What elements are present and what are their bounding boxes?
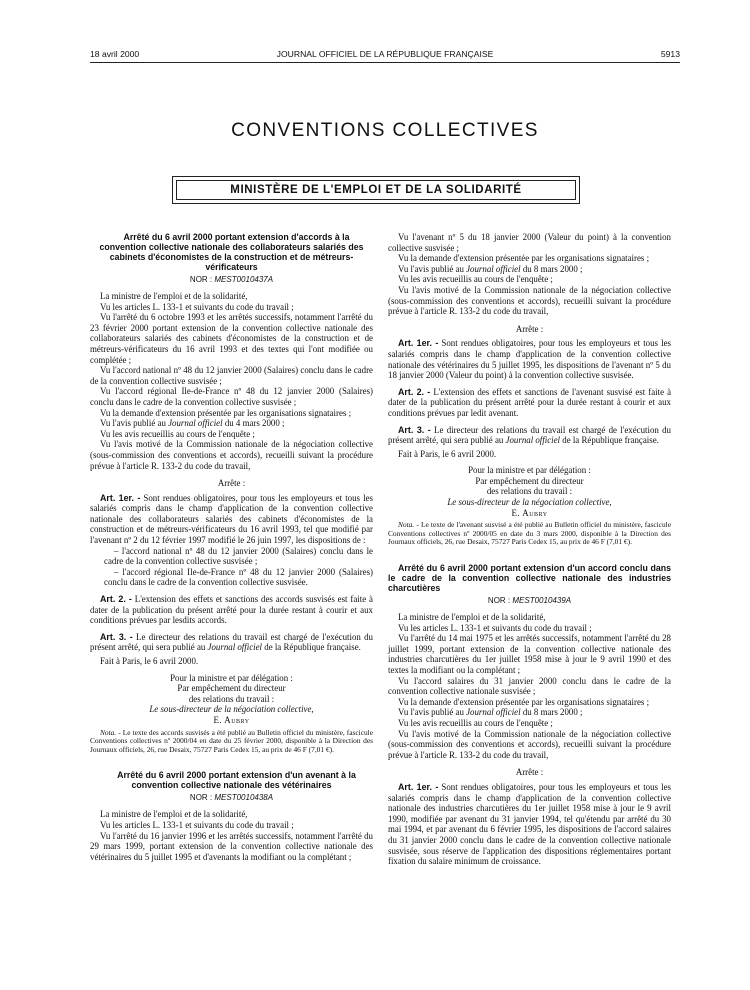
article-1: [90, 493, 373, 546]
article-label: Art. 1er. -: [398, 338, 439, 349]
signature-block: [90, 673, 373, 726]
signature-block: [388, 465, 671, 518]
text: Vu l'avis publié au: [398, 707, 467, 718]
header-journal-title: JOURNAL OFFICIEL DE LA RÉPUBLIQUE FRANÇAISE: [276, 49, 494, 59]
signature-line: Par empêchement du directeur: [177, 683, 286, 694]
signature-line: des relations du travail :: [486, 486, 573, 497]
header-date: 18 avril 2000: [90, 49, 140, 59]
article-text: Sont rendues obligatoires, pour tous les employeurs et tous les salariés compris dans le champ d'application de la convention collective nationale des industries charcutières du 1er juillet 1958 mise à jour le 9 avril 1990, modifiée par avenant du 31 janvier 1994, tel qu'étendu par arrêté du 30 mai 1994, et par avenant du 6 février 1995, les dispositions de l'accord salaires du 31 janvier 2000 conclu dans le cadre de la convention collective nationale susvisée, sous réserve de l'application des dispositions réglementaires portant fixation du salaire minimum de croissance.: [388, 781, 671, 867]
journal-ref: Journal officiel: [505, 435, 561, 446]
article-label: Art. 2. -: [100, 594, 132, 605]
article-2: [388, 387, 671, 419]
text: du 4 mars 2000 ;: [222, 418, 285, 429]
text: Vu l'avis publié au: [100, 418, 169, 429]
article-text: Le directeur des relations du travail est chargé de l'exécution du présent arrêté, qui sera publié au: [90, 631, 373, 653]
paragraph: Vu l'avis motivé de la Commission nationale de la négociation collective (sous-commission des conventions et accords), recueilli suivant la procédure prévue à l'article R. 133-2 du code du travail,: [388, 284, 671, 317]
nor-label: NOR :: [487, 596, 513, 606]
paragraph: Vu l'accord régional Ile-de-France nº 48 du 12 janvier 2000 (Salaires) conclu dans le cadre de la convention collective susvisée ;: [90, 386, 373, 407]
nor-code: MEST0010439A: [512, 596, 572, 606]
section-title: CONVENTIONS COLLECTIVES: [231, 120, 539, 141]
ministry-title: MINISTÈRE DE L'EMPLOI ET DE LA SOLIDARITÉ: [176, 180, 576, 200]
paragraph: Vu l'arrêté du 16 janvier 1996 et les arrêtés successifs, notamment l'arrêté du 29 mars 1999, portant extension de la convention collective nationale des vétérinaires du 5 juillet 1995 et d'avenants la modifiant ou la complétant ;: [90, 830, 373, 862]
article-label: Art. 3. -: [398, 424, 431, 435]
paragraph: Vu les avis recueillis au cours de l'enquête ;: [398, 274, 553, 285]
paragraph: Vu les articles L. 133-1 et suivants du code du travail ;: [100, 819, 294, 830]
nor-label: NOR :: [189, 793, 215, 803]
nor-code: MEST0010438A: [214, 793, 274, 803]
article-1: [388, 782, 671, 867]
nor-label: NOR :: [189, 275, 215, 284]
paragraph: Vu les articles L. 133-1 et suivants du code du travail ;: [398, 622, 592, 633]
header-rule: [90, 62, 680, 63]
paragraph: Vu les articles L. 133-1 et suivants du code du travail ;: [100, 301, 294, 312]
paragraph: Vu l'avis motivé de la Commission nationale de la négociation collective (sous-commission des conventions et accords), recueilli suivant la procédure prévue à l'article R. 133-2 du code du travail,: [90, 439, 373, 471]
nota: [388, 521, 671, 547]
signature-place-date: Fait à Paris, le 6 avril 2000.: [100, 656, 199, 666]
signature-line: Pour la ministre et par délégation :: [468, 465, 591, 476]
nota-text: Le texte des accords susvisés a été publié au Bulletin officiel du ministère, fascicule Conventions collectives nº 2000/04 en date du 25 février 2000, disponible à la Direction des Journaux officiels, 26, rue Desaix, 75727 Paris Cedex 15, au prix de 46 F (7,01 €).: [90, 727, 373, 754]
journal-ref: Journal officiel: [466, 707, 521, 718]
nor-reference-3: [388, 596, 671, 606]
paragraph: Vu l'arrêté du 6 octobre 1993 et les arrêtés successifs, notamment l'arrêté du 23 février 2000 portant extension de la convention collective nationale des collaborateurs salariés des cabinets d'économistes de la construction et de métreurs-vérificateurs du 16 avril 1993 et des textes qui l'ont modifiée ou complétée ;: [90, 312, 373, 365]
article-text: de la République française.: [262, 642, 361, 653]
paragraph: La ministre de l'emploi et de la solidarité,: [398, 612, 546, 623]
nota-text: Le texte de l'avenant susvisé a été publié au Bulletin officiel du ministère, fascicule Conventions collectives nº 2000/05 en date du 3 mars 2000, disponible à la Direction des Journaux officiels, 26, rue Desaix, 75727 Paris Cedex 15, au prix de 46 F (7,01 €).: [388, 520, 671, 547]
signatory-title: Le sous-directeur de la négociation collective,: [447, 497, 612, 508]
article-text: de la République française.: [560, 435, 659, 446]
paragraph: Vu l'arrêté du 14 mai 1975 et les arrêtés successifs, notamment l'arrêté du 28 juillet 1999, portant extension de la convention collective nationale des industries charcutières du 1er juillet 1958 mise à jour le 9 avril 1990 et des textes la modifiant ou la complétant ;: [388, 633, 671, 675]
paragraph: [388, 264, 671, 275]
article-text: Sont rendues obligatoires, pour tous les employeurs et tous les salariés compris dans le champ d'application de la convention collective nationale des collaborateurs salariés des cabinets d'économistes de la construction et de métreurs-vérificateurs du 16 avril 1993, tel que modifié par l'avenant nº 2 du 12 février 1997 modifié le 26 juin 1997, les dispositions de :: [90, 492, 373, 546]
article-3: [388, 425, 671, 446]
nota-label: Nota. -: [100, 727, 121, 737]
nor-reference-2: [90, 793, 373, 803]
right-column: [388, 232, 671, 867]
signature-place-date: Fait à Paris, le 6 avril 2000.: [398, 448, 497, 459]
journal-ref: Journal officiel: [466, 263, 521, 274]
paragraph: [388, 707, 671, 718]
paragraph: Vu l'accord salaires du 31 janvier 2000 conclu dans le cadre de la convention collective nationale susvisée ;: [388, 675, 671, 697]
list-item: – l'accord régional Ile-de-France nº 48 du 12 janvier 2000 (Salaires) conclu dans le cadre de la convention collective susvisée.: [104, 566, 373, 588]
left-column: [90, 232, 373, 862]
header-page-number: 5913: [660, 49, 680, 59]
paragraph: Vu les avis recueillis au cours de l'enquête ;: [100, 428, 255, 439]
signatory-name: E. Aubry: [213, 714, 250, 725]
paragraph: Vu la demande d'extension présentée par les organisations signataires ;: [100, 407, 352, 418]
article-label: Art. 2. -: [398, 386, 431, 397]
nota-label: Nota. -: [398, 520, 419, 530]
arrete-title-2: Arrêté du 6 avril 2000 portant extension d'un avenant à la convention collective nationale des vétérinaires: [117, 770, 356, 791]
text: Vu l'avis publié au: [398, 263, 467, 274]
paragraph: Vu la demande d'extension présentée par les organisations signataires ;: [398, 253, 650, 264]
paragraph: Vu l'avenant nº 5 du 18 janvier 2000 (Valeur du point) à la convention collective susvisée ;: [388, 232, 671, 253]
journal-ref: Journal officiel: [207, 642, 263, 653]
nor-reference-1: [90, 275, 373, 285]
paragraph: Vu l'accord national nº 48 du 12 janvier 2000 (Salaires) conclu dans le cadre de la convention collective susvisée ;: [90, 365, 373, 386]
nor-code: MEST0010437A: [214, 275, 274, 284]
article-text: Sont rendues obligatoires, pour tous les employeurs et tous les salariés compris dans le champ d'application de la convention collective nationale des vétérinaires du 5 juillet 1995, les dispositions de l'avenant nº 5 du 18 janvier 2000 (Valeur du point) à la convention collective susvisée.: [388, 338, 671, 381]
paragraph: La ministre de l'emploi et de la solidarité,: [100, 291, 248, 301]
ministry-box: [172, 176, 580, 204]
signatory-name: E. Aubry: [511, 507, 548, 518]
nota: [90, 729, 373, 755]
arrete-heading: Arrête :: [515, 767, 544, 778]
text: du 8 mars 2000 ;: [520, 707, 583, 718]
article-2: [90, 594, 373, 626]
paragraph: [90, 418, 373, 429]
signature-line: des relations du travail :: [188, 693, 275, 704]
arrete-heading: Arrête :: [515, 323, 544, 334]
article-text: L'extension des effets et sanctions de l'avenant susvisé est faite à dater de la publication du présent arrêté pour la durée restant à courir et aux conditions prévues par ledit avenant.: [388, 386, 672, 418]
text: du 8 mars 2000 ;: [520, 263, 583, 274]
article-label: Art. 3. -: [100, 631, 133, 642]
paragraph: La ministre de l'emploi et de la solidarité,: [100, 809, 248, 820]
journal-ref: Journal officiel: [168, 418, 223, 429]
paragraph: Vu les avis recueillis au cours de l'enquête ;: [398, 717, 553, 728]
article-1: [388, 338, 671, 380]
page-header: [90, 49, 680, 63]
article-3: [90, 632, 373, 653]
paragraph: Vu l'avis motivé de la Commission nationale de la négociation collective (sous-commission des conventions et accords), recueilli suivant la procédure prévue à l'article R. 133-2 du code du travail,: [388, 728, 671, 760]
article-label: Art. 1er. -: [100, 492, 141, 503]
article-text: Le directeur des relations du travail est chargé de l'exécution du présent arrêté, qui sera publié au: [388, 424, 671, 446]
arrete-title-1: Arrêté du 6 avril 2000 portant extension d'accords à la convention collective nationale des collaborateurs salariés des cabinets d'économistes de la construction et de métreurs-vérificateurs: [99, 232, 364, 272]
arrete-title-3: Arrêté du 6 avril 2000 portant extension d'un accord conclu dans le cadre de la convention collective nationale des industries charcutières: [388, 563, 671, 594]
signature-line: Pour la ministre et par délégation :: [170, 672, 293, 683]
signatory-title: Le sous-directeur de la négociation collective,: [149, 704, 314, 715]
list-item: – l'accord national nº 48 du 12 janvier 2000 (Salaires) conclu dans le cadre de la convention collective susvisée ;: [104, 545, 373, 567]
arrete-heading: Arrête :: [217, 478, 246, 489]
article-text: L'extension des effets et sanctions des accords susvisés est faite à dater de la publication du présent arrêté pour la durée restant à courir et aux conditions prévues par lesdits accords.: [90, 594, 373, 626]
article-label: Art. 1er. -: [398, 781, 439, 792]
paragraph: Vu la demande d'extension présentée par les organisations signataires ;: [398, 696, 650, 707]
signature-line: Par empêchement du directeur: [475, 475, 584, 486]
